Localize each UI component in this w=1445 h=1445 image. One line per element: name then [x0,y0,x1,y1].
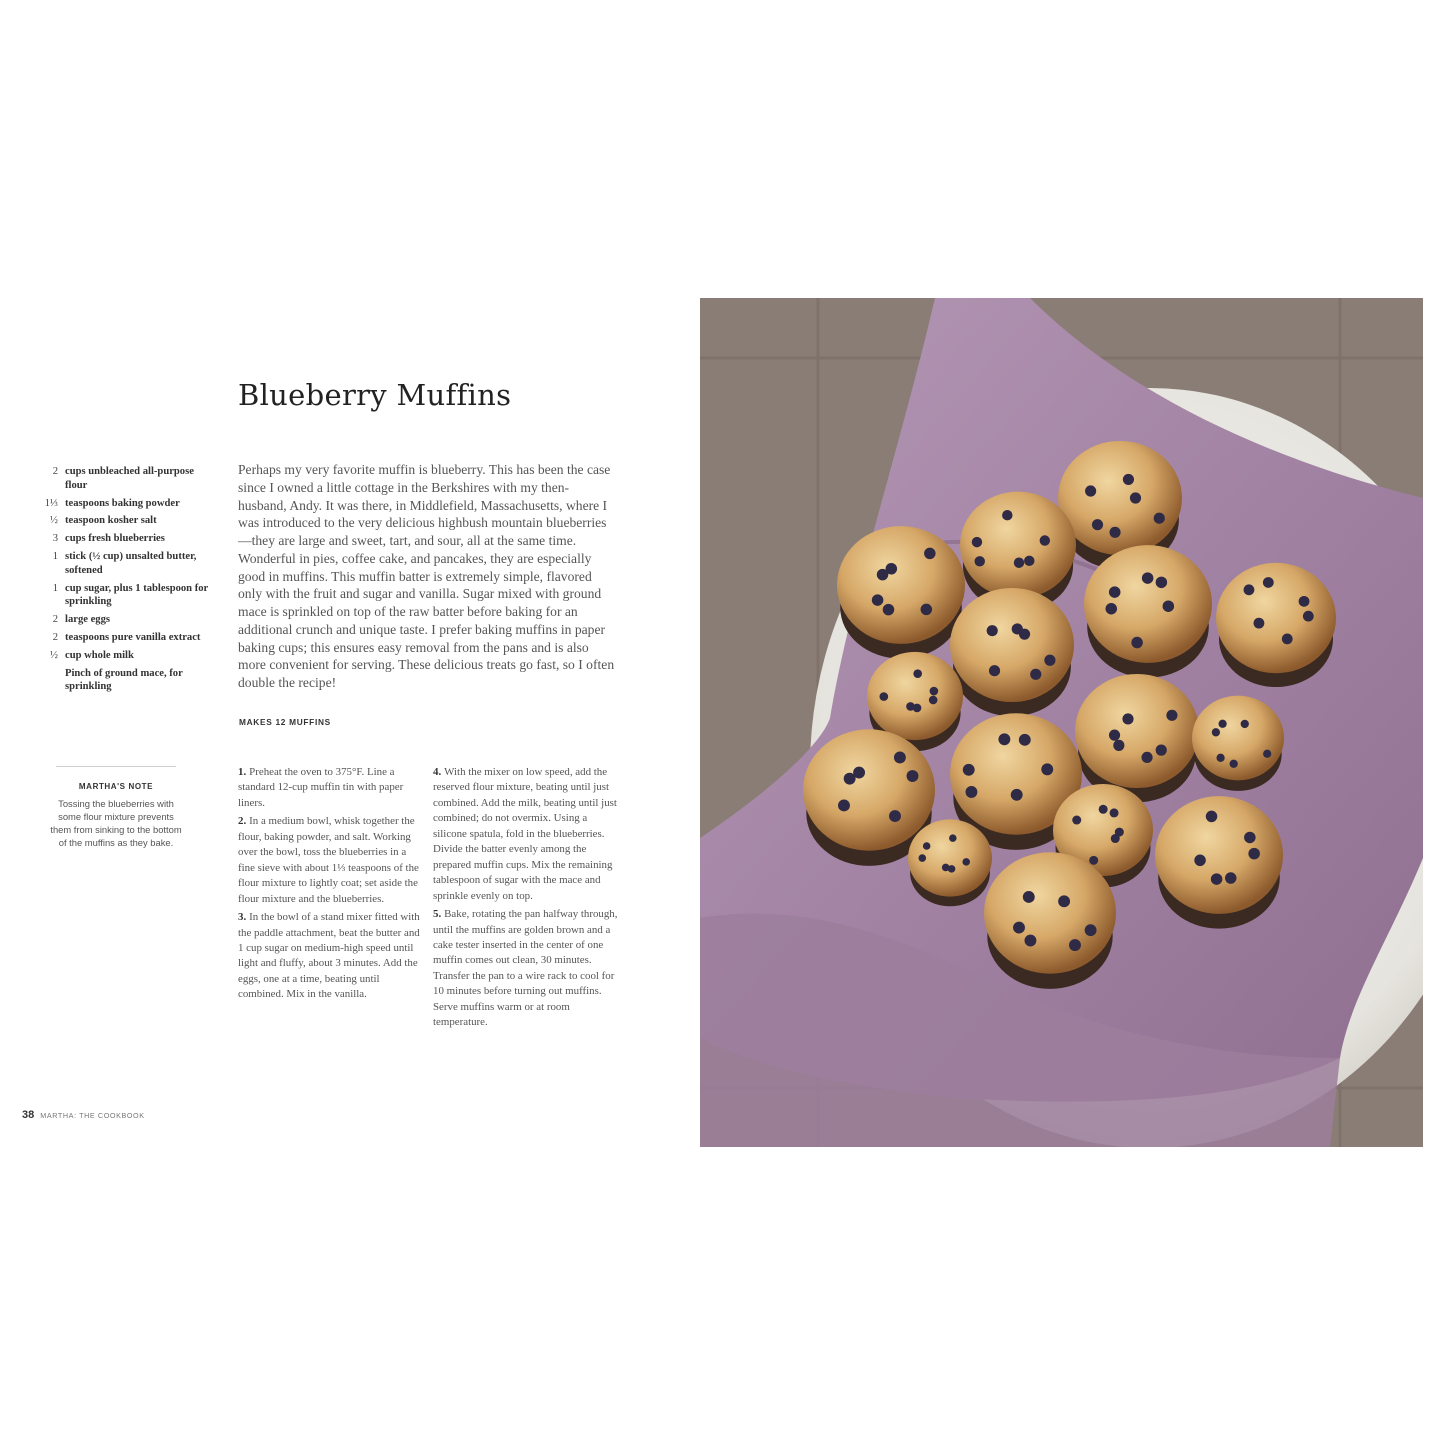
ingredient-text: large eggs [65,614,111,626]
blueberry [1024,935,1036,947]
step-text: With the mixer on low speed, add the reserved flour mixture, beating until just combined. Add the milk, beating until just combined; do not overmix. Using a silicone spatula, fold in the blueberries. Divide the batter evenly among the prepared muffin cups. Mix the remaining tablespoon of sugar with the mace and sprinkle evenly on top. [433,766,617,902]
blueberry [1041,763,1053,775]
blueberry [1085,924,1097,936]
ingredient-quantity: 3 [52,533,58,545]
blueberry [1040,535,1050,545]
method-column-1 [238,765,423,1006]
method-step [238,814,423,907]
blueberry [1156,745,1167,756]
blueberry [1072,816,1081,825]
blueberry [906,702,915,711]
muffin [837,526,965,658]
method-step [238,765,423,811]
blueberry [998,733,1010,745]
ingredient-text: Pinch of ground mace, for sprinkling [65,667,183,693]
blueberry [1109,730,1120,741]
recipe-yield: MAKES 12 MUFFINS [239,717,331,727]
page-number: 38 [22,1109,35,1121]
blueberry [1142,572,1154,584]
blueberry [1216,754,1224,762]
ingredient-item [20,497,210,511]
ingredient-item [20,532,210,546]
ingredient-text: teaspoon kosher salt [65,515,157,527]
blueberry [1014,558,1024,568]
step-text: In the bowl of a stand mixer fitted with the paddle attachment, beat the butter and 1 cup sugar on medium-high speed until light and fluffy, about 3 minutes. Add the eggs, one at a time, beating until combined. Mix in the vanilla. [238,911,420,1001]
blueberry [1299,596,1310,607]
note-divider [56,766,176,767]
ingredient-text: cup sugar, plus 1 tablespoon for sprinkling [65,582,209,608]
blueberry [1263,750,1271,758]
ingredient-quantity: 1⅓ [44,497,58,509]
ingredient-item [20,514,210,528]
blueberry [1019,734,1031,746]
blueberry [1111,834,1120,843]
note-title: MARTHA'S NOTE [78,782,154,791]
step-number: 5. [433,908,442,921]
blueberry [879,692,888,701]
ingredient-item [20,667,210,695]
blueberry [1109,586,1121,598]
blueberry [1254,618,1265,629]
muffin [1192,696,1284,791]
blueberry [1110,808,1119,817]
ingredient-text: teaspoons pure vanilla extract [65,631,201,643]
step-number: 2. [238,815,247,828]
blueberry [1131,637,1143,649]
blueberry [1013,922,1025,934]
step-text: In a medium bowl, whisk together the flour, baking powder, and salt. Working over the bowl, toss the blueberries in a fine sieve with about 1⅓ teaspoons of the flour mixture to lightly coat; set aside the flour mixture and the blueberries. [238,815,419,905]
ingredients-list [20,465,210,698]
blueberry [1069,939,1081,951]
page-footer [22,1109,145,1121]
step-text: Bake, rotating the pan halfway through, until the muffins are golden brown and a cake tester inserted in the center of one muffin comes out clean, 30 minutes. Transfer the pan to a wire rack to cool for 10 minutes before turning out muffins. Serve muffins warm or at room temperature. [433,908,618,1029]
method-column-2 [433,765,621,1034]
muffin [908,819,992,906]
ingredient-quantity: 2 [52,466,58,477]
blueberry [1058,895,1070,907]
blueberry [1011,789,1023,801]
blueberry [913,669,922,678]
ingredient-item [20,550,210,578]
blueberry [963,764,975,776]
ingredient-text: teaspoons baking powder [65,497,180,509]
blueberry [1085,485,1096,496]
ingredient-item [20,582,210,610]
blueberry [1092,519,1103,530]
ingredient-text: stick (½ cup) unsalted butter, softened [65,550,197,576]
ingredient-quantity: 1 [52,582,58,594]
blueberry [1303,611,1314,622]
blueberry [1194,855,1206,867]
blueberry [919,854,927,862]
blueberry [1030,669,1041,680]
blueberry [1225,872,1237,884]
blueberry [1244,832,1256,844]
blueberry [883,604,895,616]
blueberry [1156,577,1168,589]
blueberry [923,842,931,850]
blueberry [930,687,939,696]
note-text: Tossing the blueberries with some flour mixture prevents them from sinking to the bottom of the muffins as they bake. [50,798,182,848]
blueberry [894,752,906,764]
ingredient-quantity [20,667,65,695]
blueberry [1218,720,1226,728]
blueberry [838,800,850,812]
blueberry [972,537,982,547]
blueberry [1122,713,1133,724]
blueberry [1044,655,1055,666]
blueberry [1154,513,1165,524]
blueberry [1163,600,1175,612]
blueberry [1244,584,1255,595]
muffin [1075,674,1199,802]
blueberry [886,563,898,575]
ingredient-text: cups unbleached all-purpose flour [65,466,194,491]
step-number: 3. [238,911,247,924]
step-number: 1. [238,766,247,778]
method-step [433,765,621,904]
ingredient-quantity: 1 [52,550,58,562]
blueberry [929,696,938,705]
step-text: Preheat the oven to 375°F. Line a standard 12-cup muffin tin with paper liners. [238,766,404,809]
ingredient-quantity: ½ [50,649,58,661]
ingredient-item [20,631,210,645]
method-step [238,910,423,1003]
ingredient-quantity: 2 [52,614,58,626]
blueberry [872,594,884,606]
blueberry [889,810,901,822]
blueberry [907,770,919,782]
blueberry [1024,556,1034,566]
blueberry [1282,634,1293,645]
blueberry [1123,474,1134,485]
ingredient-quantity: 2 [52,631,58,643]
ingredient-text: cups fresh blueberries [65,533,165,545]
blueberry [1248,848,1260,860]
blueberry [1211,873,1223,885]
blueberry [1105,603,1117,615]
step-number: 4. [433,766,442,778]
blueberry [1109,527,1120,538]
ingredient-item [20,613,210,627]
muffin [984,852,1116,989]
blueberry [1089,856,1098,865]
blueberry [1130,492,1141,503]
ingredient-item [20,649,210,663]
blueberry-muffins-photo [700,298,1423,1147]
blueberry [1113,740,1124,751]
ingredient-item [20,465,210,493]
blueberry [987,625,998,636]
blueberry [1023,891,1035,903]
blueberry [1002,510,1012,520]
blueberry [942,864,950,872]
blueberry [949,834,957,842]
blueberry [1230,760,1238,768]
ingredient-text: cup whole milk [65,649,134,661]
method-step [433,907,621,1031]
blueberry [924,548,936,560]
blueberry [1166,710,1177,721]
ingredient-quantity: ½ [50,515,58,527]
muffin [1084,545,1212,677]
blueberry [1141,752,1152,763]
blueberry [1019,629,1030,640]
blueberry [1212,728,1220,736]
muffins-illustration [700,298,1423,1147]
blueberry [975,556,985,566]
muffin [1155,796,1283,928]
blueberry [965,786,977,798]
blueberry [1206,811,1218,823]
muffin [950,588,1074,716]
muffin [1216,563,1336,687]
book-title: MARTHA: THE COOKBOOK [40,1111,145,1120]
blueberry [921,604,933,616]
blueberry [962,858,970,866]
blueberry [1263,577,1274,588]
blueberry [989,665,1000,676]
recipe-intro: Perhaps my very favorite muffin is blueberry. This has been the case since I owned a little cottage in the Berkshires with my then-husband, Andy. It was there, in Middlefield, Massachusetts, where I was introduced to the very delicious highbush mountain blueberries—they are large and sweet, tart, and sour, all at the same time. Wonderful in pies, coffee cake, and pancakes, they are especially good in muffins. This muffin batter is extremely simple, flavored only with the fruit and sugar and vanilla. Sugar mixed with ground mace is sprinkled on top of the raw batter before baking for an additional crunch and unique taste. I prefer baking muffins in paper baking cups; this ensures easy removal from the pans and is also more convenient for serving. These delicious treats go fast, so I often double the recipe! [238,462,615,690]
blueberry [1241,720,1249,728]
recipe-title: Blueberry Muffins [238,378,512,412]
blueberry [1099,805,1108,814]
blueberry [853,767,865,779]
